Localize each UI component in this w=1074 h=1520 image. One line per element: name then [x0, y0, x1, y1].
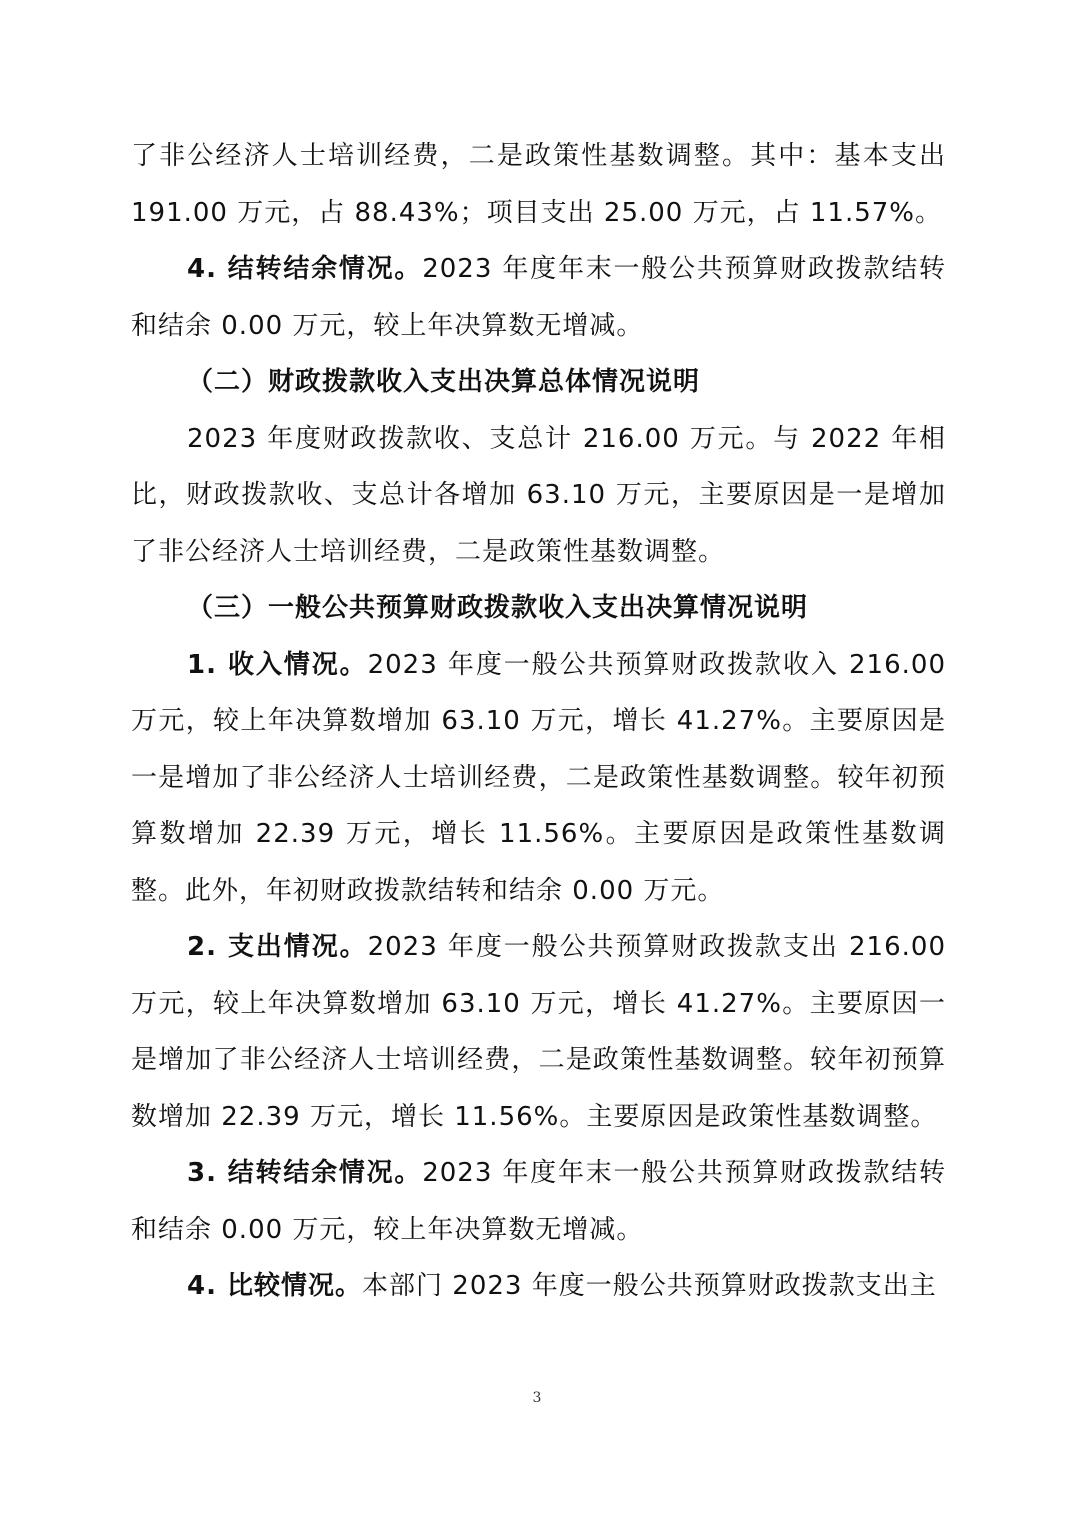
paragraph-lead: 3. 结转结余情况。	[187, 1158, 423, 1188]
section-heading-3: （三）一般公共预算财政拨款收入支出决算情况说明	[187, 593, 809, 623]
paragraph-lead: 4. 结转结余情况。	[187, 254, 423, 284]
paragraph-lead: 2. 支出情况。	[187, 932, 368, 962]
paragraph-lead: 4. 比较情况。	[187, 1271, 363, 1301]
paragraph-text: 2023 年度年末一般公共预算财政拨款结转和结余 0.00 万元，较上年决算数无增减。	[131, 254, 946, 341]
paragraph-lead: 1. 收入情况。	[187, 649, 368, 680]
paragraph-carryover-balance-2	[131, 1145, 946, 1258]
paragraph-text: 本部门 2023 年度一般公共预算财政拨款支出主	[362, 1271, 937, 1301]
paragraph-text: 2023 年度一般公共预算财政拨款支出 216.00 万元，较上年决算数增加 63.10 万元，增长 41.27%。主要原因一是增加了非公经济人士培训经费，二是政策性基数调整。较年初预算数增加 22.39 万元，增长 11.56%。主要原因是政策性基数调整。	[131, 932, 946, 1132]
paragraph-text: 2023 年度一般公共预算财政拨款收入 216.00 万元，较上年决算数增加 63.10 万元，增长 41.27%。主要原因是一是增加了非公经济人士培训经费，二是政策性基数调整。较年初预算数增加 22.39 万元，增长 11.56%。主要原因是政策性基数调整。此外，年初财政拨款结转和结余 0.00 万元。	[131, 649, 946, 906]
paragraph-income	[131, 637, 946, 920]
page-body	[131, 128, 946, 1315]
section-heading-2: （二）财政拨款收入支出决算总体情况说明	[187, 367, 701, 397]
paragraph-carryover-balance	[131, 241, 946, 354]
paragraph-expenditure	[131, 919, 946, 1145]
page-number: 3	[532, 1390, 542, 1406]
paragraph-text: 了非公经济人士培训经费，二是政策性基数调整。其中：基本支出 191.00 万元，占 88.43%；项目支出 25.00 万元，占 11.57%。	[131, 141, 946, 228]
paragraph-continuation	[131, 128, 946, 241]
paragraph-total-overview	[131, 411, 946, 581]
paragraph-comparison	[131, 1258, 946, 1315]
paragraph-text: 2023 年度年末一般公共预算财政拨款结转和结余 0.00 万元，较上年决算数无增减。	[131, 1158, 946, 1245]
paragraph-text: 2023 年度财政拨款收、支总计 216.00 万元。与 2022 年相比，财政拨款收、支总计各增加 63.10 万元，主要原因是一是增加了非公经济人士培训经费，二是政策性基数调整。	[131, 423, 946, 567]
